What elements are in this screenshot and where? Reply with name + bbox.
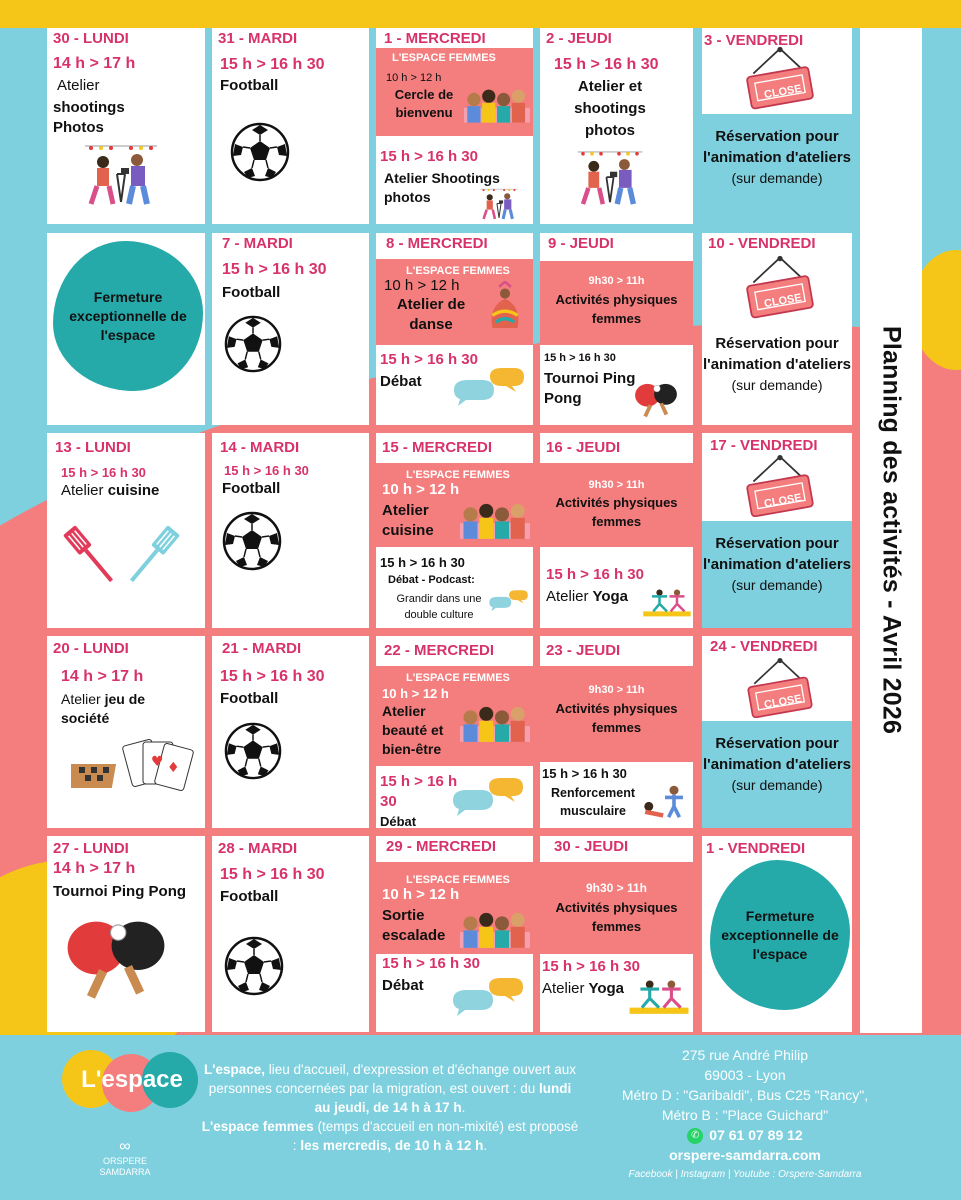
espace-femmes-label: L'ESPACE FEMMES <box>406 874 510 886</box>
day-label: 3 - VENDREDI <box>704 32 804 49</box>
day-label: 1 - MERCREDI <box>384 30 486 47</box>
time-label: 15 h > 16 h 30 <box>222 261 327 278</box>
group-people-icon <box>464 80 530 124</box>
activity-label: Débat <box>380 373 422 390</box>
close-sign-icon <box>740 46 820 110</box>
espace-femmes-label: L'ESPACE FEMMES <box>406 469 510 481</box>
close-sign-icon <box>740 255 820 319</box>
day-cell-9-jeudi <box>540 233 693 425</box>
dancer-icon <box>484 281 526 333</box>
reservation-box <box>702 114 852 224</box>
day-label: 22 - MERCREDI <box>384 642 495 659</box>
activity-label: Atelier cuisine <box>382 502 434 539</box>
activity-label: Atelier et shootings photos <box>574 78 646 139</box>
address-line: 69003 - Lyon <box>704 1067 786 1083</box>
day-cell-3-vendredi <box>702 28 852 114</box>
activity-label: Débat <box>380 814 417 828</box>
day-label: 7 - MARDI <box>222 235 293 252</box>
group-people-icon <box>460 495 530 539</box>
close-sign-icon <box>740 455 820 517</box>
time-label: 15 h > 16 h 30 <box>544 352 616 364</box>
reservation-box <box>702 721 852 828</box>
reservation-text: Réservation pour l'animation d'ateliers (sur demande) <box>702 535 851 593</box>
reservation-text: Réservation pour l'animation d'ateliers (sur demande) <box>702 735 851 793</box>
day-cell-17-vendredi <box>702 433 852 521</box>
time-label: 9h30 > 11h <box>585 881 648 895</box>
activity-label: Atelier Yoga <box>546 588 628 605</box>
close-sign-text: CLOSE <box>763 491 803 511</box>
time-label: 9h30 > 11h <box>588 479 645 491</box>
close-sign-text: CLOSE <box>763 291 803 311</box>
speech-bubbles-icon <box>446 978 528 1028</box>
day-cell-28-mardi <box>212 836 369 1032</box>
activity-label: Football <box>220 888 279 905</box>
orspere-logo: ∞ ORSPERE SAMDARRA <box>90 1138 160 1178</box>
page-title: Planning des activités - Avril 2026 <box>877 326 906 735</box>
close-sign-icon <box>740 658 820 718</box>
activity-label: Tournoi Ping Pong <box>544 370 636 407</box>
activity-label: Atelier Yoga <box>542 980 624 997</box>
time-label: 14 h > 17 h <box>61 668 144 685</box>
day-label: 8 - MERCREDI <box>386 235 488 252</box>
day-label: 29 - MERCREDI <box>386 838 497 855</box>
time-label: 15 h > 16 h 30 <box>220 866 325 883</box>
football-icon <box>224 936 284 996</box>
activity-label: Renforcement musculaire <box>550 786 636 818</box>
day-cell-1-vendredi <box>702 836 852 1032</box>
activity-label: Sortie escalade <box>382 907 446 944</box>
football-icon <box>224 722 282 780</box>
time-label: 15 h > 16 h 30 <box>382 955 480 972</box>
day-cell-22-mercredi <box>376 636 533 828</box>
day-label: 27 - LUNDI <box>53 840 129 857</box>
day-cell-8-mercredi <box>376 233 533 425</box>
day-label: 9 - JEUDI <box>548 235 614 252</box>
football-icon <box>230 122 290 182</box>
day-cell-24-vendredi <box>702 636 852 721</box>
phone-row[interactable]: ✆ 07 61 07 89 12 <box>600 1125 890 1145</box>
day-cell-2-jeudi <box>540 28 693 224</box>
day-label: 13 - LUNDI <box>55 439 131 456</box>
time-label: 15 h > 16 h 30 <box>546 566 644 583</box>
speech-bubbles-icon <box>446 778 528 828</box>
day-label: 31 - MARDI <box>218 30 298 47</box>
transport-line: Métro D : "Garibaldi", Bus C25 "Rancy", <box>621 1087 869 1103</box>
activity-label: Cercle de bienvenu <box>394 87 454 120</box>
day-cell-16-jeudi <box>540 433 693 628</box>
activity-label: Activités physiques femmes <box>555 900 678 934</box>
time-label: 15 h > 16 h 30 <box>220 56 325 73</box>
time-label: 15 h > 16 h 30 <box>220 668 325 685</box>
time-label: 15 h > 16 h 30 <box>61 465 146 480</box>
day-cell-14-mardi <box>212 433 369 628</box>
day-cell-30-lundi <box>47 28 205 224</box>
fitness-icon <box>638 782 692 820</box>
activity-label: Atelier <box>57 77 100 94</box>
day-cell-20-lundi <box>47 636 205 828</box>
time-label: 15 h > 16 h 30 <box>380 351 478 368</box>
closure-blob: Fermeture exceptionnelle de l'espace <box>710 860 850 1010</box>
whatsapp-icon: ✆ <box>687 1128 703 1144</box>
football-icon <box>224 315 282 373</box>
time-label: 15 h > 16 h 30 <box>542 766 627 781</box>
day-cell-23-jeudi <box>540 636 693 828</box>
ping-pong-icon <box>632 381 680 419</box>
contact-block <box>600 1045 890 1185</box>
time-label: 10 h > 12 h <box>382 481 460 498</box>
yoga-icon <box>628 974 690 1018</box>
day-label: 14 - MARDI <box>220 439 300 456</box>
day-label: 23 - JEUDI <box>546 642 621 659</box>
time-label: 15 h > 16 h 30 <box>554 56 659 73</box>
day-label: 28 - MARDI <box>218 840 298 857</box>
day-label: 17 - VENDREDI <box>710 437 818 454</box>
speech-bubbles-icon <box>448 365 528 421</box>
day-label: 10 - VENDREDI <box>708 235 816 252</box>
activity-label: Débat <box>382 977 424 994</box>
activity-label: Activités physiques femmes <box>555 292 678 326</box>
group-people-icon <box>460 698 530 742</box>
activity-label: Football <box>220 690 279 707</box>
activity-label: Tournoi Ping Pong <box>53 883 187 900</box>
close-sign-text: CLOSE <box>763 692 803 712</box>
day-cell-27-lundi <box>47 836 205 1032</box>
day-cell-30-jeudi <box>540 836 693 1032</box>
activity-subtitle: Grandir dans une double culture <box>396 593 482 621</box>
board-game-cards-icon <box>71 736 201 806</box>
espace-femmes-label: L'ESPACE FEMMES <box>406 672 510 684</box>
yoga-icon <box>642 585 692 619</box>
day-label: 15 - MERCREDI <box>382 439 493 456</box>
reservation-text: Réservation pour l'animation d'ateliers (sur demande) <box>702 335 851 393</box>
activity-label: Football <box>220 77 279 94</box>
day-label: 16 - JEUDI <box>546 439 621 456</box>
day-cell-15-mercredi <box>376 433 533 628</box>
time-label: 14 h > 17 h <box>53 860 136 877</box>
time-label: 14 h > 17 h <box>53 55 136 72</box>
social-links[interactable]: Facebook | Instagram | Youtube : Orspere-Samdarra <box>628 1169 862 1180</box>
activity-label: shootings Photos <box>53 99 125 136</box>
day-label: 21 - MARDI <box>222 640 302 657</box>
day-label: 1 - VENDREDI <box>706 840 806 857</box>
time-label: 15 h > 16 h 30 <box>542 958 640 975</box>
about-text: L'espace, lieu d'accueil, d'expression et d'échange ouvert aux personnes concernées par la migration, est ouvert : du lundi au jeudi, de 14 h à 17 h. L'espace femmes (temps d'accueil en non-mixité) est proposé : les mercredis, de 10 h à 12 h. <box>201 1062 579 1153</box>
reservation-text: Réservation pour l'animation d'ateliers (sur demande) <box>702 128 851 186</box>
day-cell-21-mardi <box>212 636 369 828</box>
day-label: 20 - LUNDI <box>53 640 129 657</box>
day-label: 30 - LUNDI <box>53 30 129 47</box>
activity-label: Activités physiques femmes <box>555 701 678 735</box>
time-label: 10 h > 12 h <box>386 72 442 84</box>
football-icon <box>222 511 282 571</box>
address-line: 275 rue André Philip <box>681 1047 809 1063</box>
close-sign-text: CLOSE <box>763 82 803 102</box>
activity-label: Football <box>222 480 281 497</box>
day-label: 30 - JEUDI <box>554 838 629 855</box>
photo-shoot-icon <box>81 140 161 210</box>
day-cell-29-mercredi <box>376 836 533 1032</box>
activity-label: Atelier beauté et bien-être <box>382 703 444 757</box>
lespace-logo: L'espace <box>62 1050 202 1112</box>
day-label: 2 - JEUDI <box>546 30 612 47</box>
ping-pong-icon <box>61 914 171 1004</box>
day-cell-1-mercredi <box>376 28 533 224</box>
activity-label: Atelier de danse <box>396 296 466 333</box>
reservation-box <box>702 521 852 628</box>
time-label: 10 h > 12 h <box>382 886 460 903</box>
infinity-icon: ∞ <box>119 1138 131 1155</box>
activity-label: Activités physiques femmes <box>555 495 678 529</box>
time-label: 15 h > 16 h 30 <box>380 555 465 570</box>
day-cell-10-vendredi <box>702 233 852 325</box>
photo-shoot-icon <box>574 146 646 210</box>
espace-femmes-label: L'ESPACE FEMMES <box>392 52 496 64</box>
activity-label: Débat - Podcast: <box>388 574 475 586</box>
closure-blob: Fermeture exceptionnelle de l'espace <box>53 241 203 391</box>
day-cell-7-mardi <box>212 233 369 425</box>
spatula-icon <box>59 519 189 589</box>
time-label: 15 h > 16 h 30 <box>380 148 478 165</box>
activity-label: Football <box>222 284 281 301</box>
time-label: 9h30 > 11h <box>588 684 645 696</box>
website-link[interactable]: orspere-samdarra.com <box>669 1147 821 1163</box>
group-people-icon <box>460 904 530 948</box>
activity-label: Atelier Shootings photos <box>384 170 500 205</box>
time-label: 10 h > 12 h <box>382 686 449 701</box>
time-label: 9h30 > 11h <box>588 275 645 287</box>
day-cell-31-mardi <box>212 28 369 224</box>
espace-femmes-label: L'ESPACE FEMMES <box>406 265 510 277</box>
photo-shoot-icon <box>478 186 520 222</box>
day-label: 24 - VENDREDI <box>710 638 818 655</box>
reservation-box <box>702 325 852 425</box>
time-label: 15 h > 16 h 30 <box>380 773 458 810</box>
speech-bubbles-icon <box>486 583 530 625</box>
day-cell-13-lundi <box>47 433 205 628</box>
activity-label: Atelier jeu de société <box>61 691 146 726</box>
day-cell-6-lundi <box>47 233 205 425</box>
time-label: 15 h > 16 h 30 <box>224 463 309 478</box>
transport-line: Métro B : "Place Guichard" <box>661 1107 829 1123</box>
time-label: 10 h > 12 h <box>384 277 460 294</box>
activity-label: Atelier cuisine <box>61 482 160 499</box>
